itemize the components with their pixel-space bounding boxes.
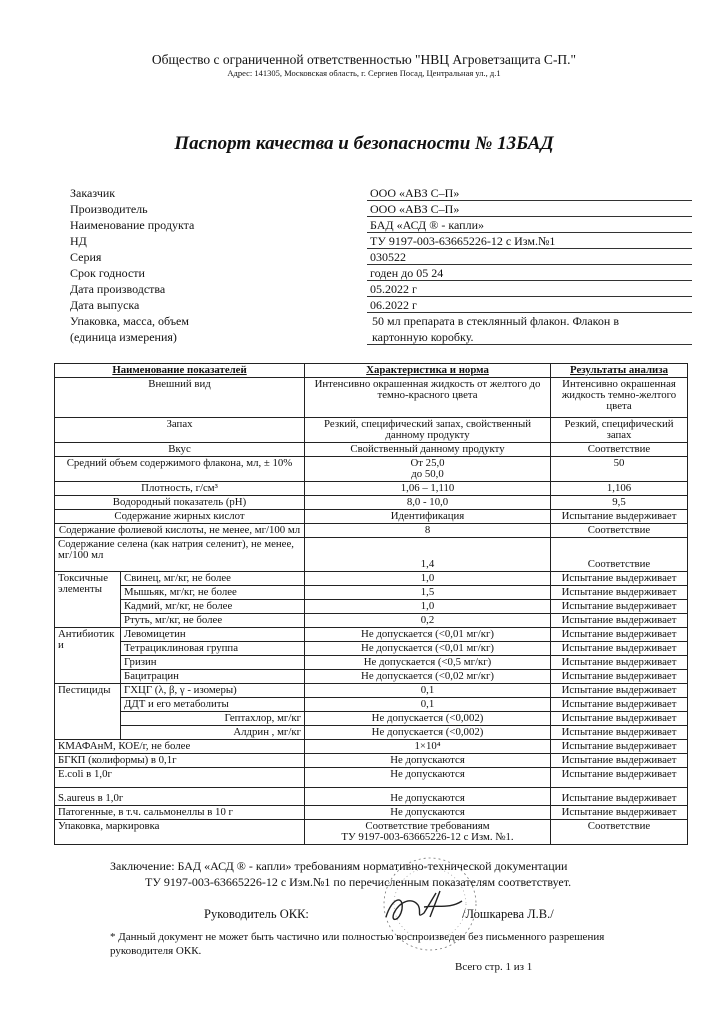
header-result: Результаты анализа [551,364,688,378]
info-row [70,265,692,281]
cell-indicator: Левомицетин [121,628,305,642]
table-row [55,524,688,538]
info-row [70,249,692,265]
cell-norm: Не допускается (<0,002) [305,712,551,726]
info-label: Серия [70,250,102,264]
cell-indicator: Упаковка, маркировка [55,820,305,845]
company-address: Адрес: 141305, Московская область, г. Сергиев Посад, Центральная ул., д.1 [227,68,501,78]
cell-result: Испытание выдерживает [551,642,688,656]
table-row [55,572,688,586]
cell-norm: Не допускается (<0,01 мг/кг) [305,628,551,642]
cell-norm: Не допускается (<0,002) [305,726,551,740]
table-row [55,754,688,768]
cell-norm: 1,06 – 1,110 [305,482,551,496]
table-row [55,768,688,788]
cell-result: Соответствие [551,538,688,572]
table-row [55,496,688,510]
cell-result: Испытание выдерживает [551,572,688,586]
cell-result: Испытание выдерживает [551,614,688,628]
info-value: БАД «АСД ® - капли» [367,217,692,233]
info-value: 06.2022 г [367,297,692,313]
table-row [55,586,688,600]
cell-result: Испытание выдерживает [551,726,688,740]
cell-indicator: Алдрин , мг/кг [121,726,305,740]
note-line-1: * Данный документ не может быть частично или полностью воспроизведен без письменного разрешения [110,931,605,943]
cell-result: Испытание выдерживает [551,698,688,712]
info-row [70,201,692,217]
packaging-value-2: картонную коробку. [372,330,474,344]
cell-indicator: Средний объем содержимого флакона, мл, ± 10% [55,457,305,482]
info-value: ООО «АВЗ С–П» [367,185,692,201]
cell-indicator: Содержание жирных кислот [55,510,305,524]
cell-indicator: Гептахлор, мг/кг [121,712,305,726]
info-value: годен до 05 24 [367,265,692,281]
cell-result: 1,106 [551,482,688,496]
cell-result: 50 [551,457,688,482]
cell-indicator: Патогенные, в т.ч. сальмонеллы в 10 г [55,806,305,820]
cell-norm: Интенсивно окрашенная жидкость от желтого до темно-красного цвета [305,378,551,418]
table-row [55,712,688,726]
volume-norm-2: до 50,0 [411,468,444,480]
cell-result: Испытание выдерживает [551,740,688,754]
cell-norm: Не допускаются [305,754,551,768]
table-row [55,538,688,572]
cell-norm: Не допускаются [305,768,551,788]
table-row [55,740,688,754]
cell-indicator: Тетрациклиновая группа [121,642,305,656]
info-label: Заказчик [70,186,116,200]
info-row [70,217,692,233]
info-row-packaging [70,313,692,345]
info-label: Дата выпуска [70,298,140,312]
cell-result: Испытание выдерживает [551,788,688,806]
cell-indicator: Ртуть, мг/кг, не более [121,614,305,628]
table-row [55,806,688,820]
table-row [55,628,688,642]
packaging-norm-1: Соответствие требованиям [365,820,490,832]
cell-result: Соответствие [551,443,688,457]
table-row [55,510,688,524]
cell-result: Испытание выдерживает [551,712,688,726]
cell-result: Испытание выдерживает [551,586,688,600]
group-label: Антибиотики [55,628,121,684]
cell-norm: Свойственный данному продукту [305,443,551,457]
cell-result: Испытание выдерживает [551,600,688,614]
cell-indicator: E.coli в 1,0г [55,768,305,788]
table-row [55,614,688,628]
cell-result: 9,5 [551,496,688,510]
info-label: Производитель [70,202,148,216]
cell-norm: 8 [305,524,551,538]
quality-table [54,363,688,845]
info-value: ООО «АВЗ С–П» [367,201,692,217]
cell-norm: 1,0 [305,600,551,614]
cell-norm: Резкий, специфический запах, свойственный данному продукту [305,418,551,443]
cell-result: Резкий, специфический запах [551,418,688,443]
cell-norm: 0,1 [305,684,551,698]
cell-norm: 8,0 - 10,0 [305,496,551,510]
cell-indicator: Плотность, г/см³ [55,482,305,496]
info-label: Срок годности [70,266,145,280]
head-okk-label: Руководитель ОКК: [204,907,309,921]
signature-icon [378,887,468,929]
cell-indicator: Водородный показатель (рН) [55,496,305,510]
cell-indicator: Вкус [55,443,305,457]
cell-norm: 1×10⁴ [305,740,551,754]
cell-indicator: КМАФАнМ, КОЕ/г, не более [55,740,305,754]
table-row [55,378,688,418]
cell-indicator: Кадмий, мг/кг, не более [121,600,305,614]
packaging-norm-2: ТУ 9197-003-63665226-12 с Изм. №1. [341,831,514,843]
table-row [55,684,688,698]
cell-norm [305,457,551,482]
table-row [55,642,688,656]
cell-result: Испытание выдерживает [551,768,688,788]
cell-norm [305,820,551,845]
volume-norm-1: От 25,0 [410,457,445,469]
cell-result: Испытание выдерживает [551,806,688,820]
group-label: Токсичные элементы [55,572,121,628]
cell-result: Испытание выдерживает [551,684,688,698]
cell-norm: Идентификация [305,510,551,524]
cell-indicator: Запах [55,418,305,443]
table-row [55,670,688,684]
info-value [367,313,692,345]
table-row [55,726,688,740]
table-row [55,820,688,845]
cell-norm: Не допускается (<0,5 мг/кг) [305,656,551,670]
cell-result: Соответствие [551,524,688,538]
cell-result: Испытание выдерживает [551,656,688,670]
cell-norm: 1,4 [305,538,551,572]
company-name: Общество с ограниченной ответственностью "НВЦ Агроветзащита С-П." [151,52,577,67]
disclaimer-note [110,930,670,958]
conclusion-line-1: Заключение: БАД «АСД ® - капли» требованиям нормативно-технической документации [110,859,568,873]
page-count: Всего стр. 1 из 1 [455,961,533,973]
cell-result: Испытание выдерживает [551,628,688,642]
cell-norm: Не допускаются [305,806,551,820]
head-okk-name: /Лошкарева Л.В./ [462,907,554,921]
info-label [70,313,367,345]
cell-norm: Не допускаются [305,788,551,806]
info-row [70,233,692,249]
cell-indicator: ДДТ и его метаболиты [121,698,305,712]
cell-norm: 1,0 [305,572,551,586]
cell-indicator: Мышьяк, мг/кг, не более [121,586,305,600]
info-row [70,185,692,201]
info-value: ТУ 9197-003-63665226-12 с Изм.№1 [367,233,692,249]
table-row [55,788,688,806]
table-row [55,600,688,614]
info-row [70,297,692,313]
conclusion [110,858,670,890]
table-header-row [55,364,688,378]
cell-indicator: Внешний вид [55,378,305,418]
cell-indicator: Содержание селена (как натрия селенит), не менее, мг/100 мл [55,538,305,572]
info-value: 05.2022 г [367,281,692,297]
cell-indicator: ГХЦГ (λ, β, γ - изомеры) [121,684,305,698]
info-row [70,281,692,297]
cell-result: Соответствие [551,820,688,845]
table-row [55,457,688,482]
table-row [55,482,688,496]
info-label: Наименование продукта [70,218,195,232]
table-row [55,698,688,712]
info-label: НД [70,234,87,248]
packaging-label-1: Упаковка, масса, объем [70,314,189,328]
header-norm: Характеристика и норма [305,364,551,378]
packaging-value-1: 50 мл препарата в стеклянный флакон. Флакон в [372,314,619,328]
cell-norm: Не допускается (<0,01 мг/кг) [305,642,551,656]
conclusion-line-2: ТУ 9197-003-63665226-12 с Изм.№1 по перечисленным показателям соответствует. [145,875,572,889]
info-label: Дата производства [70,282,166,296]
cell-result: Испытание выдерживает [551,754,688,768]
note-line-2: руководителя ОКК. [110,945,202,957]
cell-result: Испытание выдерживает [551,670,688,684]
cell-indicator: Свинец, мг/кг, не более [121,572,305,586]
cell-indicator: Бацитрацин [121,670,305,684]
cell-norm: Не допускается (<0,02 мг/кг) [305,670,551,684]
document-title: Паспорт качества и безопасности № 13БАД [174,133,554,154]
cell-result: Интенсивно окрашенная жидкость темно-желтого цвета [551,378,688,418]
cell-indicator: Содержание фолиевой кислоты, не менее, мг/100 мл [55,524,305,538]
product-info [70,185,692,345]
cell-norm: 1,5 [305,586,551,600]
group-label: Пестициды [55,684,121,740]
cell-indicator: Гризин [121,656,305,670]
table-row [55,443,688,457]
cell-result: Испытание выдерживает [551,510,688,524]
info-value: 030522 [367,249,692,265]
cell-indicator: S.aureus в 1,0г [55,788,305,806]
packaging-label-2: (единица измерения) [70,330,177,344]
table-row [55,418,688,443]
table-row [55,656,688,670]
header-indicator: Наименование показателей [55,364,305,378]
cell-norm: 0,2 [305,614,551,628]
cell-norm: 0,1 [305,698,551,712]
cell-indicator: БГКП (колиформы) в 0,1г [55,754,305,768]
